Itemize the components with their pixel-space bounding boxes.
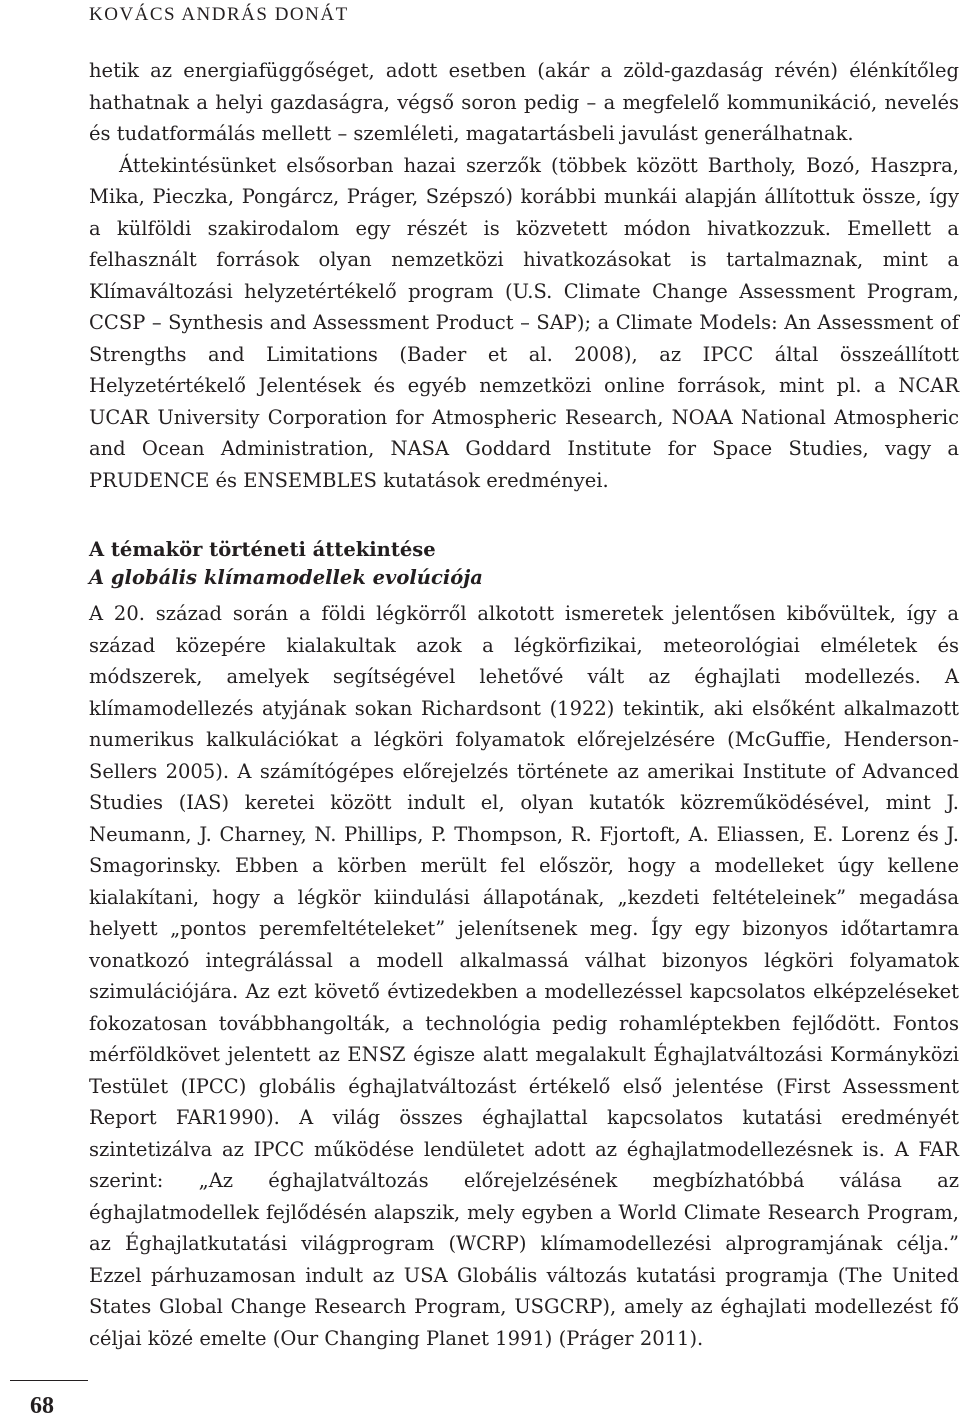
running-head-author: KOVÁCS ANDRÁS DONÁT	[89, 4, 349, 25]
section-heading-block	[89, 536, 959, 592]
paragraph-history: A 20. század során a földi légkörről alkotott ismeretek jelentősen kibővültek, így a század közepére kialakultak azok a légkörfizikai, meteorológiai elméletek és módszerek, amelyek segítségével lehetővé vált az éghajlati modellezés. A klímamodellezés atyjának sokan Richardsont (1922) tekintik, aki elsőként alkalmazott numerikus kalkulációkat a légköri folyamatok előrejelzésére (McGuffie, Henderson-Sellers 2005). A számítógépes előrejelzés története az amerikai Institute of Advanced Studies (IAS) keretei között indult el, olyan kutatók közreműködésével, mint J. Neumann, J. Charney, N. Phillips, P. Thompson, R. Fjortoft, A. Eliassen, E. Lorenz és J. Smagorinsky. Ebben a körben merült fel először, hogy a modelleket úgy kellene kialakítani, hogy a légkör kiindulási állapotának, „kezdeti feltételeinek” megadása helyett „pontos peremfeltételeket” jelenítsenek meg. Így egy bizonyos időtartamra vonatkozó integrálással a modell alkalmassá válhat bizonyos légköri folyamatok szimulációjára. Az ezt követő évtizedekben a modellezéssel kapcsolatos elképzeléseket fokozatosan továbbhangolták, a technológia pedig rohamléptekben fejlődött. Fontos mérföldkövet jelentett az ENSZ égisze alatt megalakult Éghajlatváltozási Kormányközi Testület (IPCC) globális éghajlatváltozást értékelő első jelentése (First Assessment Report FAR1990). A világ összes éghajlattal kapcsolatos kutatási eredményét szintetizálva az IPCC működése lendületet adott az éghajlatmodellezésnek is. A FAR szerint: „Az éghajlatváltozás előrejelzésének megbízhatóbbá válása az éghajlatmodellek fejlődésén alapszik, mely egyben a World Climate Research Program, az Éghajlatkutatási világprogram (WCRP) klímamodellezési alprogramjának célja.” Ezzel párhuzamosan indult az USA Globális változás kutatási programja (The United States Global Change Research Program, USGCRP), amely az éghajlati modellezést fő céljai közé emelte (Our Changing Planet 1991) (Práger 2011).	[89, 602, 959, 1350]
paragraph-continued: hetik az energiafüggőséget, adott esetben (akár a zöld-gazdaság révén) élénkítőleg hathatnak a helyi gazdaságra, végső soron pedig – a megfelelő kommunikáció, nevelés és tudatformálás mellett – szemléleti, magatartásbeli javulást generálhatnak.	[89, 59, 959, 145]
section-subheading: A globális klímamodellek evolúciója	[89, 566, 483, 589]
intro-text-block	[89, 55, 959, 496]
page-number: 68	[30, 1393, 54, 1419]
footer-rule	[10, 1380, 88, 1381]
paragraph-sources: Áttekintésünket elsősorban hazai szerzők (többek között Bartholy, Bozó, Haszpra, Mika, Pieczka, Pongárcz, Práger, Szépszó) korábbi munkái alapján állítottuk össze, így a külföldi szakirodalom egy részét is közvetett módon hivatkozzuk. Emellett a felhasznált források olyan nemzetközi hivatkozásokat is tartalmaznak, mint a Klímaváltozási helyzetértékelő program (U.S. Climate Change Assessment Program, CCSP – Synthesis and Assessment Product – SAP); a Climate Models: An Assessment of Strengths and Limitations (Bader et al. 2008), az IPCC által összeállított Helyzetértékelő Jelentések és egyéb nemzetközi online források, mint pl. a NCAR UCAR University Corporation for Atmospheric Research, NOAA National Atmospheric and Ocean Administration, NASA Goddard Institute for Space Studies, vagy a PRUDENCE és ENSEMBLES kutatások eredményei.	[89, 153, 959, 492]
section-heading: A témakör történeti áttekintése	[89, 538, 436, 561]
history-text-block	[89, 598, 959, 1354]
